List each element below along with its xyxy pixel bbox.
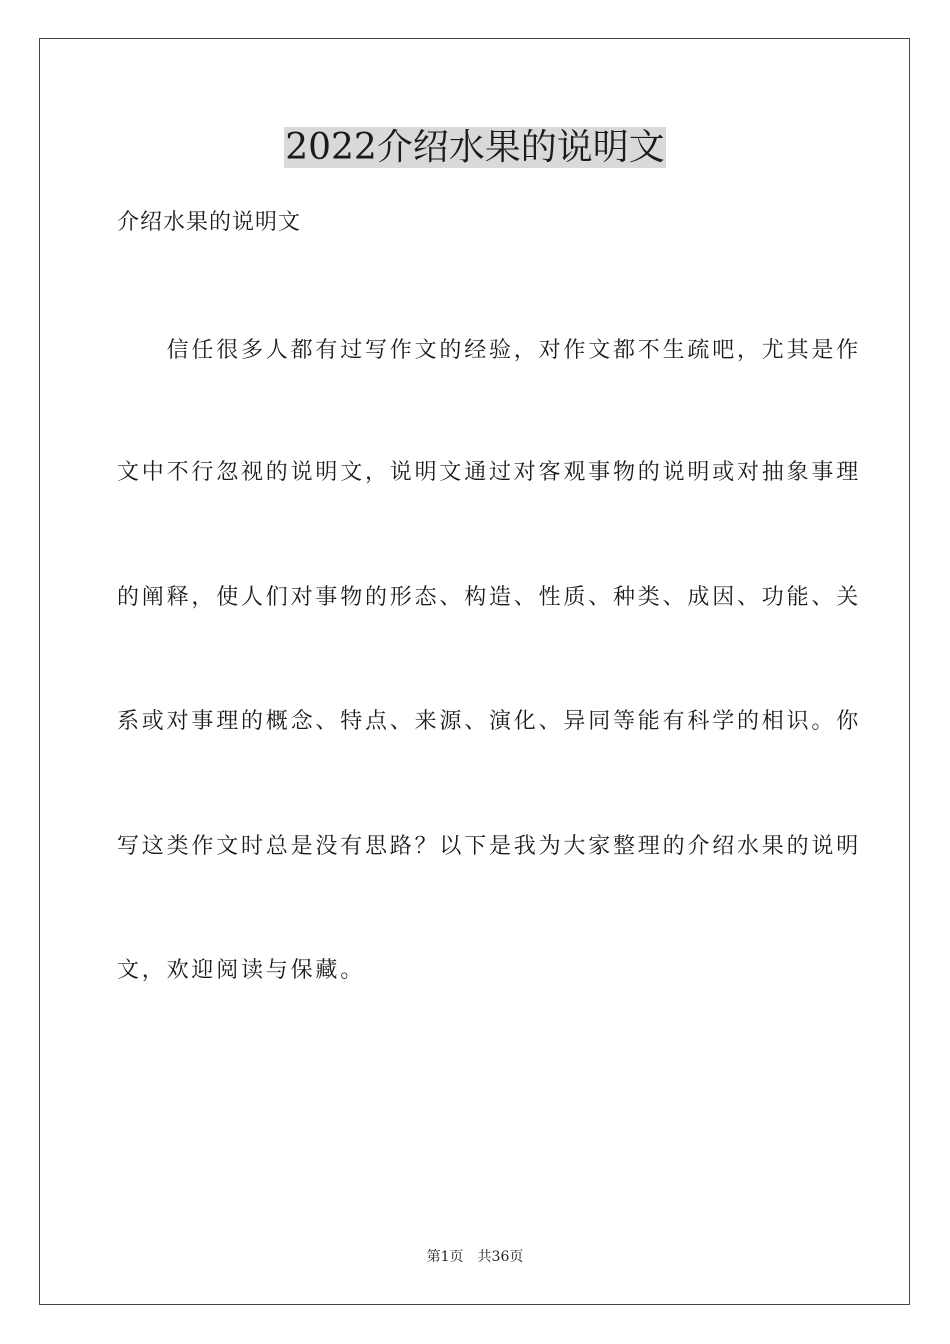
document-title-text: 2022介绍水果的说明文 bbox=[285, 127, 665, 168]
paragraph-line: 信任很多人都有过写作文的经验，对作文都不生疏吧，尤其是作 bbox=[117, 338, 862, 363]
paragraph-line: 写这类作文时总是没有思路？以下是我为大家整理的介绍水果的说明 bbox=[117, 834, 862, 859]
paragraph-line: 系或对事理的概念、特点、来源、演化、异同等能有科学的相识。你 bbox=[117, 709, 862, 734]
paragraph-line: 文中不行忽视的说明文，说明文通过对客观事物的说明或对抽象事理 bbox=[117, 460, 862, 485]
document-title bbox=[0, 126, 950, 170]
page-footer: 第1页 共36页 bbox=[426, 1249, 524, 1265]
document-subtitle: 介绍水果的说明文 bbox=[117, 210, 302, 235]
paragraph-line: 的阐释，使人们对事物的形态、构造、性质、种类、成因、功能、关 bbox=[117, 585, 862, 610]
paragraph-line: 文，欢迎阅读与保藏。 bbox=[117, 958, 366, 983]
